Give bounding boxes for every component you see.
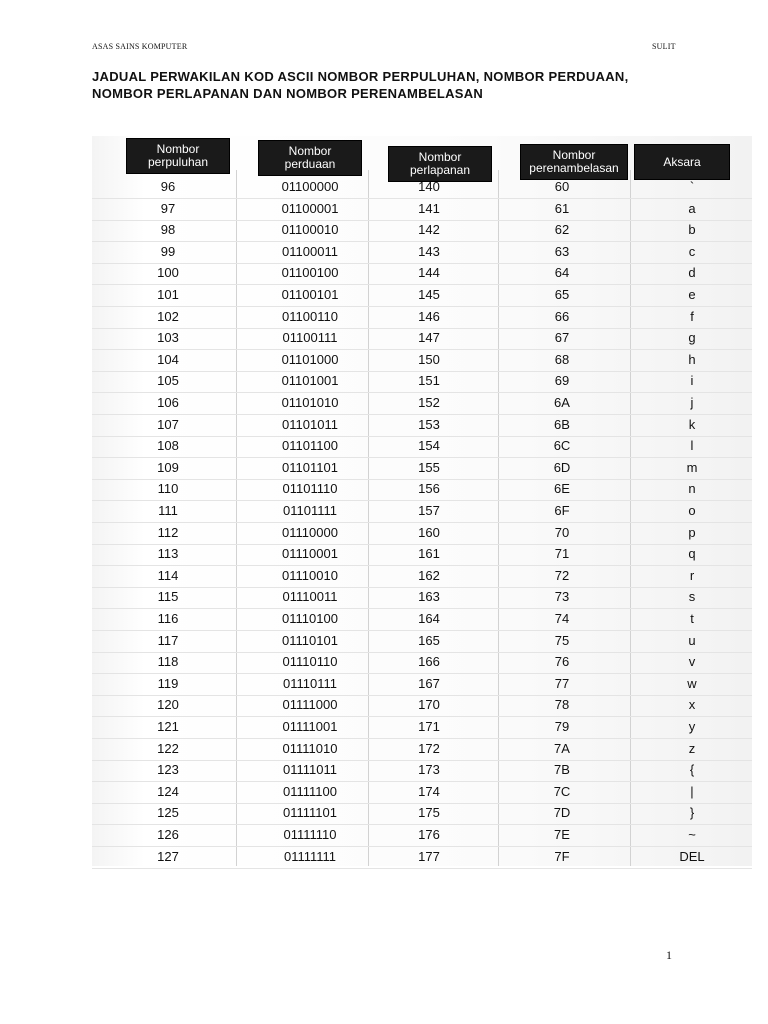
cell-binary: 01100011: [282, 243, 338, 259]
cell-binary: 01110001: [282, 546, 338, 562]
cell-octal: 152: [418, 395, 440, 410]
cell-octal: 144: [418, 265, 440, 281]
cell-decimal: 112: [157, 524, 179, 540]
table-row: [92, 414, 752, 437]
cell-decimal: 109: [157, 459, 179, 475]
cell-character: d: [688, 265, 696, 281]
cell-octal: 175: [418, 805, 440, 821]
cell-hex: 67: [554, 330, 570, 346]
page-title: [92, 68, 692, 102]
cell-hex: 6F: [554, 503, 570, 518]
cell-binary: 01101100: [282, 438, 338, 454]
cell-binary: 01111011: [283, 762, 337, 778]
cell-decimal: 119: [157, 675, 179, 691]
cell-octal: 154: [418, 438, 440, 454]
cell-decimal: 115: [157, 589, 179, 605]
cell-hex: 7D: [553, 805, 571, 821]
cell-hex: 63: [554, 243, 570, 259]
table-row: [92, 608, 752, 631]
table-row: [92, 738, 752, 761]
table-row: [92, 500, 752, 523]
cell-octal: 177: [418, 848, 440, 864]
table-row: [92, 846, 752, 869]
cell-hex: 6C: [553, 438, 571, 454]
cell-octal: 142: [418, 222, 440, 238]
cell-hex: 75: [554, 632, 570, 648]
cell-octal: 143: [418, 243, 440, 259]
cell-hex: 78: [554, 697, 570, 713]
cell-decimal: 108: [157, 438, 179, 454]
cell-hex: 6D: [553, 459, 571, 475]
cell-character: |: [690, 783, 694, 799]
table-row: [92, 759, 752, 782]
cell-hex: 72: [554, 567, 570, 583]
cell-octal: 162: [418, 567, 440, 583]
cell-binary: 01111000: [282, 697, 338, 713]
cell-character: z: [688, 740, 696, 756]
cell-hex: 64: [554, 265, 570, 281]
cell-decimal: 99: [160, 243, 176, 259]
cell-character: DEL: [679, 848, 705, 864]
cell-decimal: 98: [160, 222, 176, 238]
cell-character: y: [688, 719, 696, 734]
cell-binary: 01100110: [282, 308, 338, 324]
cell-character: c: [688, 243, 696, 259]
cell-character: b: [688, 222, 696, 238]
table-row: [92, 457, 752, 480]
cell-binary: 01111100: [283, 783, 337, 799]
cell-hex: 77: [554, 675, 570, 691]
cell-octal: 166: [418, 654, 440, 670]
cell-hex: 65: [554, 287, 570, 302]
cell-character: `: [689, 179, 695, 194]
cell-octal: 146: [418, 308, 440, 324]
cell-decimal: 121: [157, 719, 179, 734]
header-classification: SULIT: [652, 42, 676, 51]
cell-character: a: [688, 200, 696, 216]
table-row: [92, 522, 752, 545]
cell-decimal: 104: [157, 351, 179, 367]
cell-binary: 01100010: [281, 222, 339, 238]
cell-octal: 153: [418, 416, 440, 432]
table-row: [92, 694, 752, 717]
cell-binary: 01111010: [282, 740, 338, 756]
cell-octal: 157: [418, 503, 440, 518]
cell-octal: 170: [418, 697, 440, 713]
cell-octal: 164: [418, 611, 440, 626]
cell-binary: 01110011: [282, 589, 338, 605]
cell-hex: 76: [554, 654, 570, 670]
table-row: [92, 716, 752, 739]
cell-binary: 01100100: [281, 265, 339, 281]
cell-decimal: 113: [157, 546, 179, 562]
cell-octal: 140: [418, 179, 440, 194]
column-header-character: Aksara: [634, 144, 730, 180]
cell-character: o: [688, 503, 696, 518]
cell-decimal: 111: [158, 503, 178, 518]
cell-character: p: [688, 524, 696, 540]
cell-binary: 01111001: [282, 719, 338, 734]
cell-character: e: [688, 287, 696, 302]
cell-octal: 163: [418, 589, 440, 605]
cell-octal: 176: [418, 827, 440, 842]
cell-decimal: 118: [157, 654, 179, 670]
cell-binary: 01110010: [282, 567, 338, 583]
cell-decimal: 114: [157, 567, 179, 583]
cell-hex: 70: [554, 524, 570, 540]
cell-character: r: [689, 567, 695, 583]
cell-hex: 6B: [554, 416, 570, 432]
cell-character: l: [690, 438, 694, 454]
cell-octal: 155: [418, 459, 440, 475]
table-row: [92, 392, 752, 415]
cell-decimal: 110: [157, 481, 179, 497]
cell-hex: 7E: [554, 827, 570, 842]
cell-octal: 174: [418, 783, 440, 799]
cell-octal: 147: [418, 330, 440, 346]
cell-binary: 01101000: [281, 351, 339, 367]
cell-hex: 69: [554, 373, 570, 389]
cell-decimal: 117: [157, 632, 179, 648]
table-row: [92, 802, 752, 825]
ascii-table: [92, 136, 752, 866]
cell-character: n: [688, 481, 696, 497]
cell-decimal: 124: [157, 783, 179, 799]
cell-decimal: 97: [160, 200, 176, 216]
cell-hex: 68: [554, 351, 570, 367]
cell-binary: 01110100: [282, 611, 338, 626]
cell-decimal: 102: [157, 308, 179, 324]
cell-character: j: [690, 395, 694, 410]
cell-decimal: 125: [157, 805, 179, 821]
table-row: [92, 781, 752, 804]
cell-decimal: 107: [157, 416, 179, 432]
cell-octal: 160: [418, 524, 440, 540]
column-header-binary: Nombor perduaan: [258, 140, 362, 176]
cell-octal: 171: [418, 719, 440, 734]
table-row: [92, 370, 752, 393]
table-row: [92, 327, 752, 350]
cell-octal: 150: [418, 351, 440, 367]
cell-hex: 7A: [554, 740, 570, 756]
cell-binary: 01101101: [282, 459, 338, 475]
cell-binary: 01100101: [281, 287, 339, 302]
page-number: 1: [666, 948, 672, 962]
cell-decimal: 103: [157, 330, 179, 346]
cell-decimal: 120: [157, 697, 179, 713]
cell-character: q: [688, 546, 696, 562]
cell-decimal: 123: [157, 762, 179, 778]
cell-hex: 6A: [554, 395, 570, 410]
cell-decimal: 106: [157, 395, 179, 410]
cell-decimal: 101: [157, 287, 179, 302]
cell-hex: 66: [554, 308, 570, 324]
table-row: [92, 824, 752, 847]
cell-hex: 61: [554, 200, 570, 216]
table-row: [92, 241, 752, 264]
cell-binary: 01101110: [282, 481, 338, 497]
table-row: [92, 435, 752, 458]
cell-octal: 167: [418, 675, 440, 691]
column-header-hex: Nombor perenambelasan: [520, 144, 628, 180]
cell-binary: 01110000: [282, 524, 338, 540]
column-header-decimal: Nombor perpuluhan: [126, 138, 230, 174]
cell-character: m: [686, 459, 698, 475]
cell-binary: 01101010: [281, 395, 339, 410]
table-row: [92, 565, 752, 588]
cell-character: t: [690, 611, 694, 626]
title-line-2: NOMBOR PERLAPANAN DAN NOMBOR PERENAMBELASAN: [92, 86, 484, 101]
cell-character: {: [689, 762, 695, 778]
cell-binary: 01111101: [283, 805, 337, 821]
cell-character: s: [688, 589, 696, 605]
cell-character: f: [690, 308, 694, 324]
cell-hex: 7F: [554, 848, 570, 864]
table-row: [92, 284, 752, 307]
cell-octal: 161: [418, 546, 440, 562]
table-row: [92, 630, 752, 653]
cell-binary: 01110110: [282, 654, 338, 670]
cell-decimal: 100: [157, 265, 179, 281]
cell-hex: 73: [554, 589, 570, 605]
cell-octal: 151: [418, 373, 440, 389]
table-row: [92, 306, 752, 329]
table-row: [92, 198, 752, 221]
cell-hex: 60: [554, 179, 570, 194]
cell-binary: 01110101: [282, 632, 338, 648]
table-row: [92, 543, 752, 566]
cell-hex: 7C: [553, 783, 571, 799]
cell-binary: 01100000: [281, 179, 339, 194]
table-row: [92, 651, 752, 674]
cell-binary: 01100001: [281, 200, 339, 216]
cell-character: h: [688, 351, 696, 367]
table-row: [92, 349, 752, 372]
cell-character: u: [688, 632, 696, 648]
header-subject: ASAS SAINS KOMPUTER: [92, 42, 188, 51]
column-header-octal: Nombor perlapanan: [388, 146, 492, 182]
cell-binary: 01101001: [281, 373, 339, 389]
cell-octal: 156: [418, 481, 440, 497]
table-row: [92, 176, 752, 199]
cell-hex: 79: [554, 719, 570, 734]
cell-hex: 62: [554, 222, 570, 238]
cell-decimal: 96: [160, 179, 176, 194]
cell-character: v: [688, 654, 696, 670]
table-row: [92, 262, 752, 285]
cell-decimal: 105: [157, 373, 179, 389]
cell-hex: 71: [554, 546, 570, 562]
cell-binary: 01101011: [282, 416, 338, 432]
cell-binary: 01111110: [283, 827, 337, 842]
cell-octal: 145: [418, 287, 440, 302]
cell-octal: 165: [418, 632, 440, 648]
cell-binary: 01101111: [283, 503, 337, 518]
cell-decimal: 127: [157, 848, 179, 864]
cell-binary: 01110111: [283, 675, 337, 691]
table-row: [92, 478, 752, 501]
title-line-1: JADUAL PERWAKILAN KOD ASCII NOMBOR PERPULUHAN, NOMBOR PERDUAAN,: [92, 69, 629, 84]
cell-octal: 172: [418, 740, 440, 756]
cell-binary: 01111111: [283, 848, 337, 864]
cell-hex: 7B: [554, 762, 570, 778]
table-row: [92, 586, 752, 609]
cell-character: ~: [688, 827, 696, 842]
cell-character: }: [689, 805, 695, 821]
cell-octal: 173: [418, 762, 440, 778]
table-row: [92, 673, 752, 696]
cell-character: w: [687, 675, 697, 691]
cell-character: k: [688, 416, 696, 432]
cell-octal: 141: [418, 200, 440, 216]
cell-hex: 6E: [554, 481, 570, 497]
cell-decimal: 122: [157, 740, 179, 756]
cell-hex: 74: [554, 611, 570, 626]
cell-character: x: [688, 697, 696, 713]
cell-decimal: 126: [157, 827, 179, 842]
cell-character: i: [690, 373, 694, 389]
cell-character: g: [688, 330, 696, 346]
cell-binary: 01100111: [282, 330, 338, 346]
cell-decimal: 116: [157, 611, 179, 626]
table-row: [92, 219, 752, 242]
